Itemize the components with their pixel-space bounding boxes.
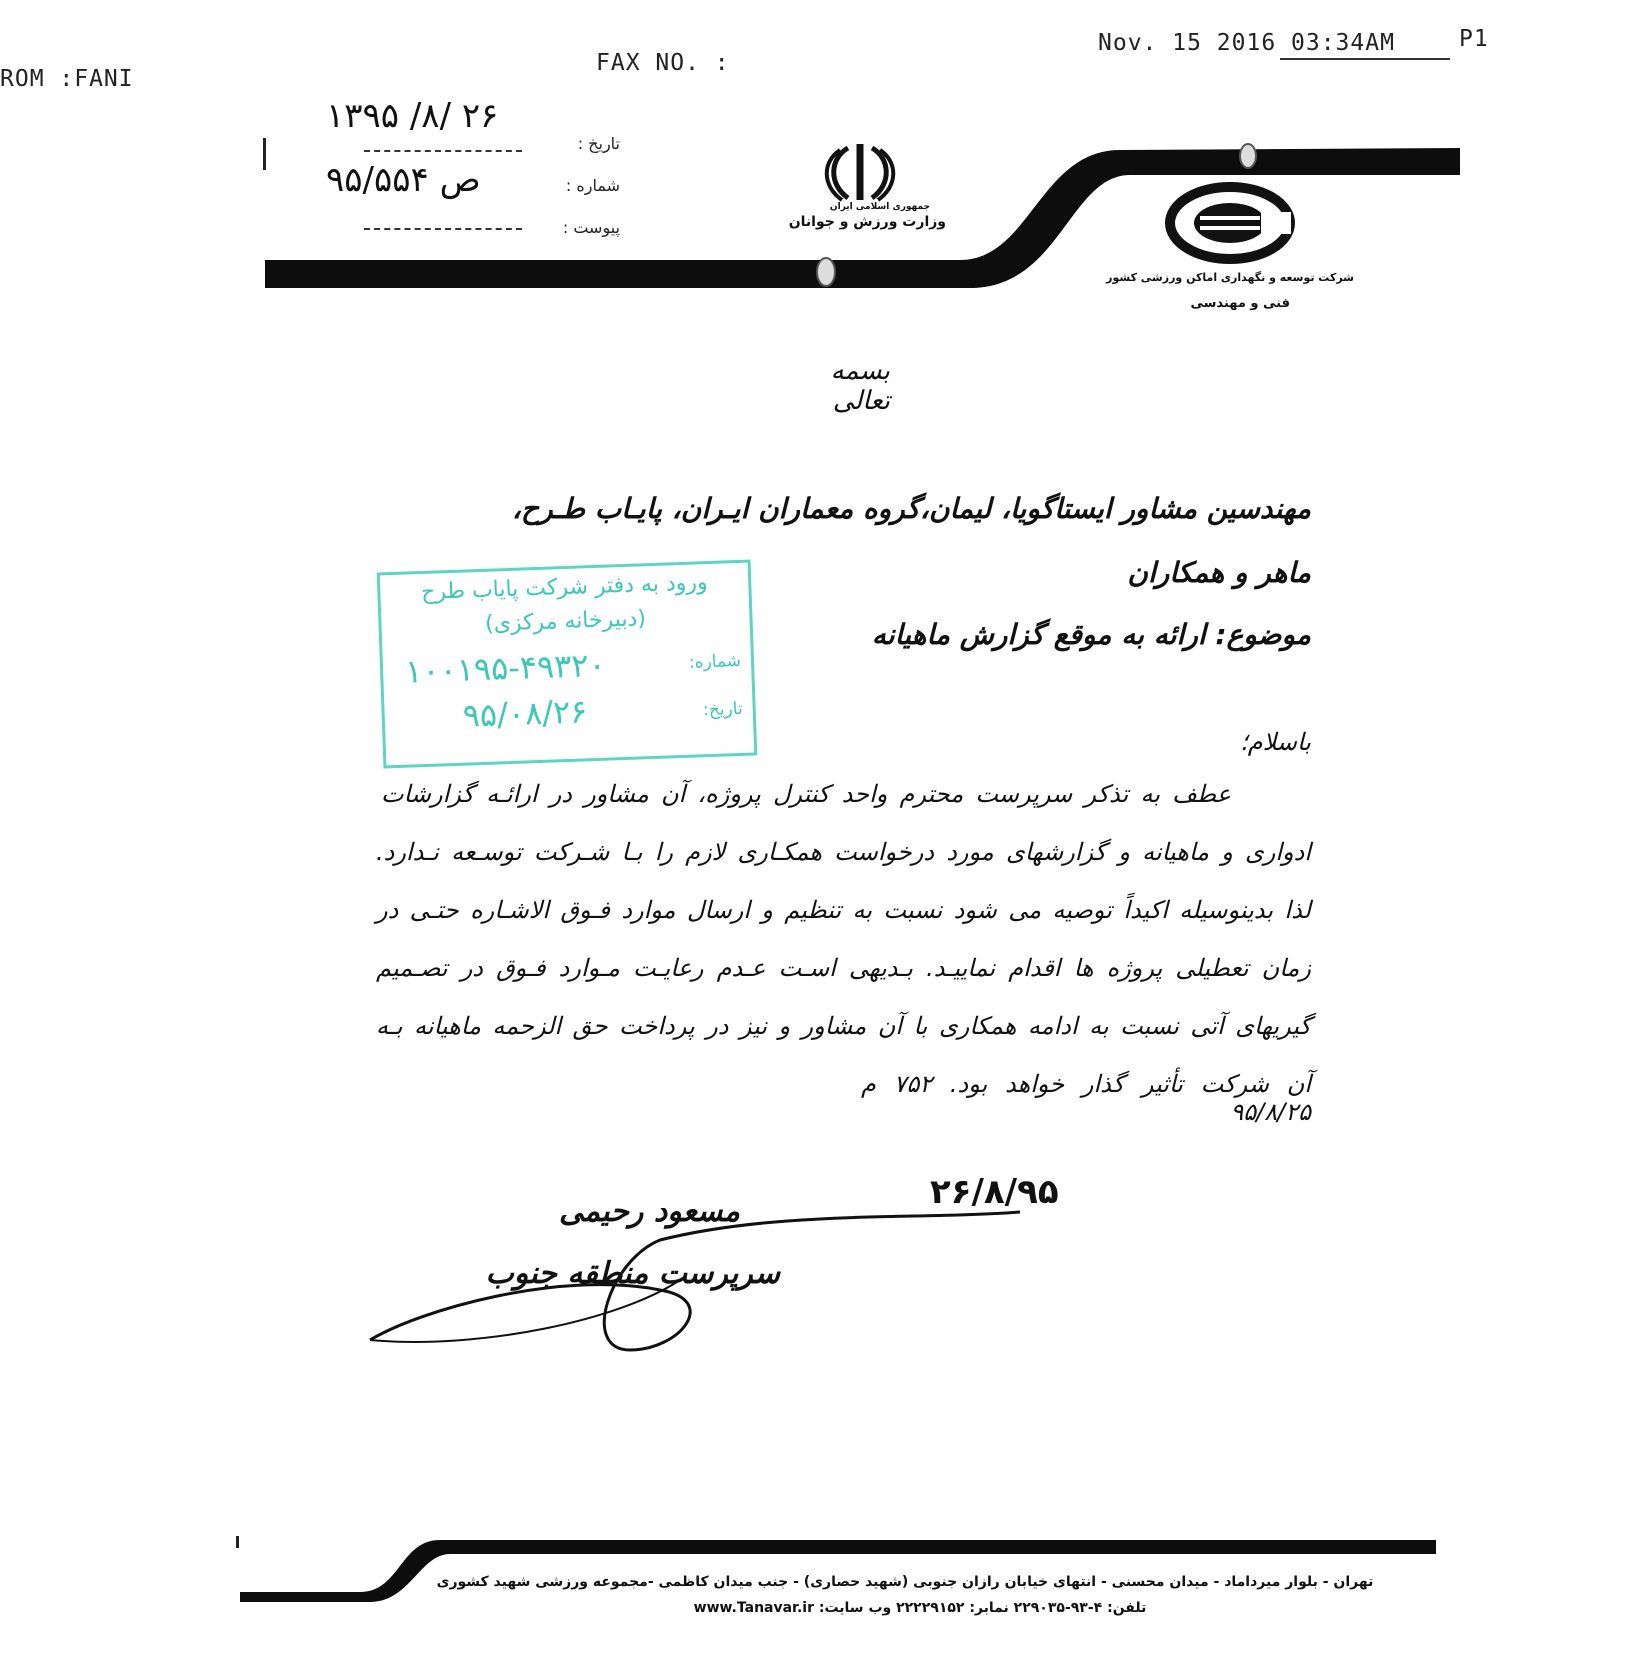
subject: موضوع: ارائه به موقع گزارش ماهیانه xyxy=(871,618,1311,651)
body-line-3: لذا بدینوسیله اکیداً توصیه می شود نسبت به تنظیم و ارسال موارد فـوق الاشـاره حتـی در xyxy=(376,896,1311,924)
signer-title: سرپرست منطقه جنوب xyxy=(485,1256,780,1291)
company-line2: فنی و مهندسی xyxy=(1190,296,1290,311)
date-value: ۱۳۹۵ /۸/ ۲۶ xyxy=(326,96,499,136)
recipients-line2: ماهر و همکاران xyxy=(1127,556,1311,589)
attachment-label: پیوست : xyxy=(562,218,620,237)
number-value: ۹۵/۵۵۴ ص xyxy=(326,160,481,200)
company-line1: شرکت توسعه و نگهداری اماکن ورزشی کشور xyxy=(1106,271,1354,284)
fax-datetime: Nov. 15 2016 03:34AM xyxy=(1098,30,1395,56)
margin-mark xyxy=(263,138,266,170)
number-label: شماره : xyxy=(565,176,620,195)
signature-scrawl xyxy=(360,1200,1040,1360)
ministry-line1: جمهوری اسلامی ایران xyxy=(829,202,930,212)
date-label: تاریخ : xyxy=(577,134,620,153)
footer-band xyxy=(0,1530,1647,1610)
stamp-line1: ورود به دفتر شرکت پایاب طرح xyxy=(420,570,708,606)
fax-number: FAX NO. : xyxy=(596,50,730,76)
attachment-dotted-line xyxy=(364,228,522,230)
body-line-5: گیریهای آتی نسبت به ادامه همکاری با آن مشاور و نیز در پرداخت حق الزحمه ماهیانه بـه xyxy=(376,1012,1311,1040)
footer-address: تهران - بلوار میرداماد - میدان محسنی - انتهای خیابان رازان جنوبی (شهید حصاری) - جنب میدان کاظمی -مجموعه ورزشی شهید کشوری xyxy=(436,1574,1374,1590)
body-line-2: ادواری و ماهیانه و گزارشهای مورد درخواست همکـاری لازم را بـا شـرکت توسـعه نـدارد. xyxy=(376,838,1311,866)
stamp-line2: (دبیرخانه مرکزی) xyxy=(484,606,647,637)
iran-emblem-icon xyxy=(818,140,902,206)
body-line-4: زمان تعطیلی پروژه ها اقدام نماییـد. بـدیهی اسـت عـدم رعایـت مـوارد فـوق در تصـمیم xyxy=(376,954,1311,982)
date-dotted-line xyxy=(364,150,522,152)
fax-page: P1 xyxy=(1459,26,1489,52)
greeting: باسلام؛ xyxy=(1240,728,1311,756)
footer-contact: تلفن: ۴-۹۳-۲۲۹۰۳۵ نمابر: ۲۲۲۲۹۱۵۲ وب سایت: www.Tanavar.ir xyxy=(693,1600,1147,1616)
body-line-6: آن شرکت تأثیر گذار خواهد بود. ۷۵۲ م ۹۵/۸/۲۵ xyxy=(861,1070,1311,1126)
received-stamp xyxy=(377,560,758,769)
signer-name: مسعود رحیمی xyxy=(558,1194,740,1229)
recipients-line1: مهندسین مشاور ایستاگویا، لیمان،گروه معماران ایـران، پایـاب طـرح، xyxy=(512,492,1311,525)
company-logo-icon xyxy=(1165,182,1295,264)
body-line-1: عطف به تذکر سرپرست محترم واحد کنترل پروژه، آن مشاور در ارائـه گزارشات xyxy=(381,780,1231,808)
footer-margin-mark xyxy=(236,1536,239,1548)
stamp-date-label: تاریخ: xyxy=(702,698,744,721)
ministry-line2: وزارت ورزش و جوانان xyxy=(788,214,946,230)
stamp-date-value: ۹۵/۰۸/۲۶ xyxy=(462,692,589,735)
fax-from: ROM :FANI xyxy=(0,66,134,92)
fax-underline xyxy=(1280,58,1450,60)
handwritten-date: ۲۶/۸/۹۵ xyxy=(930,1172,1059,1212)
invocation: بسمه تعالی xyxy=(830,356,890,416)
stamp-number-label: شماره: xyxy=(688,650,742,673)
stamp-number-value: ۱۰۰۱۹۵-۴۹۳۲۰ xyxy=(404,645,607,691)
